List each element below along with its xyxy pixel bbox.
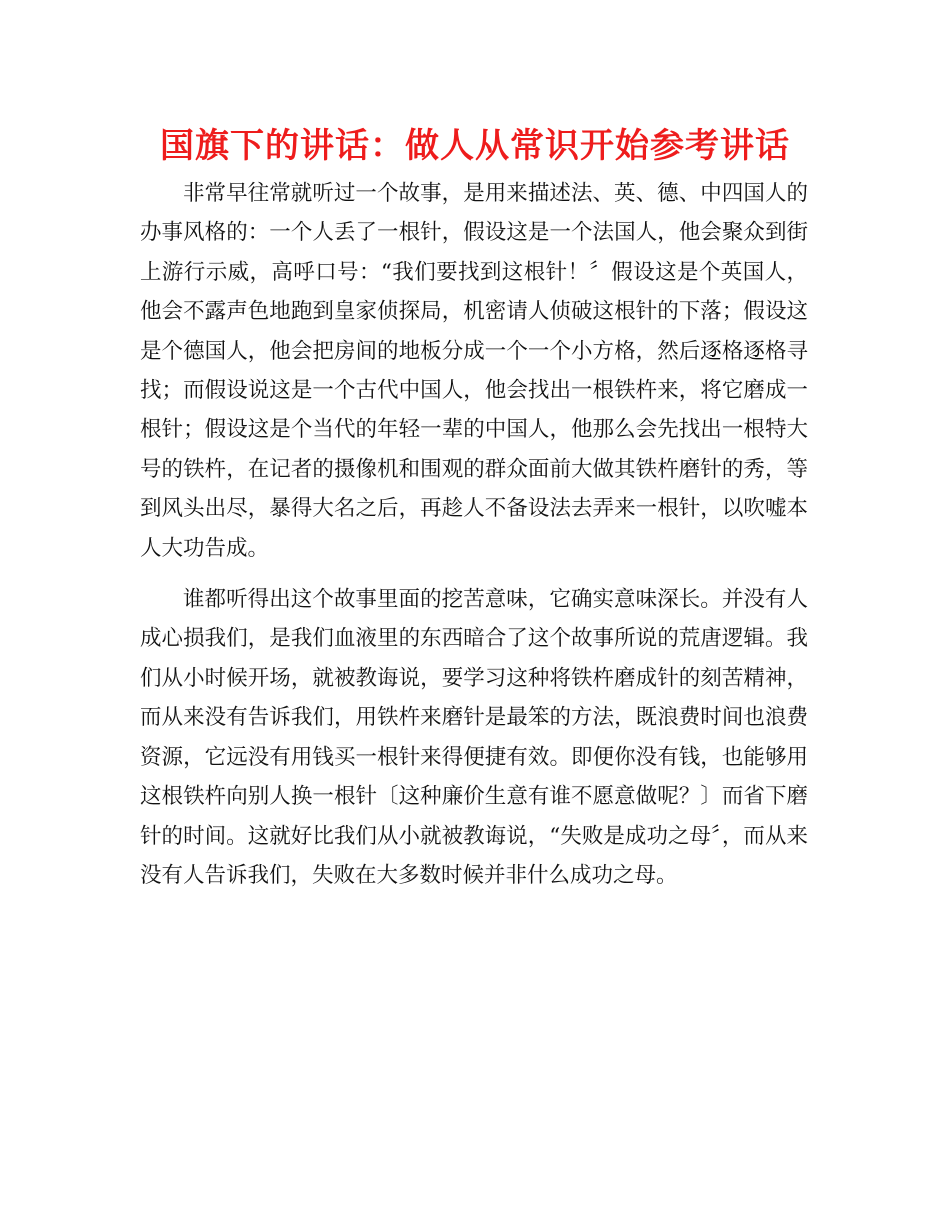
document-body [140, 174, 808, 895]
paragraph-2: 谁都听得出这个故事里面的挖苦意味，它确实意味深长。并没有人成心损我们，是我们血液里的东西暗合了这个故事所说的荒唐逻辑。我们从小时候开场，就被教诲说，要学习这种将铁杵磨成针的刻苦精神，而从来没有告诉我们，用铁杵来磨针是最笨的方法，既浪费时间也浪费资源，它远没有用钱买一根针来得便捷有效。即便你没有钱，也能够用这根铁杵向别人换一根针〔这种廉价生意有谁不愿意做呢？〕而省下磨针的时间。这就好比我们从小就被教诲说，“失败是成功之母〞，而从来没有人告诉我们，失败在大多数时候并非什么成功之母。 [140, 587, 808, 888]
paragraph-1: 非常早往常就听过一个故事，是用来描述法、英、德、中四国人的办事风格的：一个人丢了一根针，假设这是一个法国人，他会聚众到街上游行示威，高呼口号：“我们要找到这根针！〞假设这是个英国人，他会不露声色地跑到皇家侦探局，机密请人侦破这根针的下落；假设这是个德国人，他会把房间的地板分成一个一个小方格，然后逐格逐格寻找；而假设说这是一个古代中国人，他会找出一根铁杵来，将它磨成一根针；假设这是个当代的年轻一辈的中国人，他那么会先找出一根特大号的铁杵，在记者的摄像机和围观的群众面前大做其铁杵磨针的秀，等到风头出尽，暴得大名之后，再趁人不备设法去弄来一根针，以吹嘘本人大功告成。 [140, 181, 808, 561]
document-title: 国旗下的讲话：做人从常识开始参考讲话 [160, 126, 790, 166]
